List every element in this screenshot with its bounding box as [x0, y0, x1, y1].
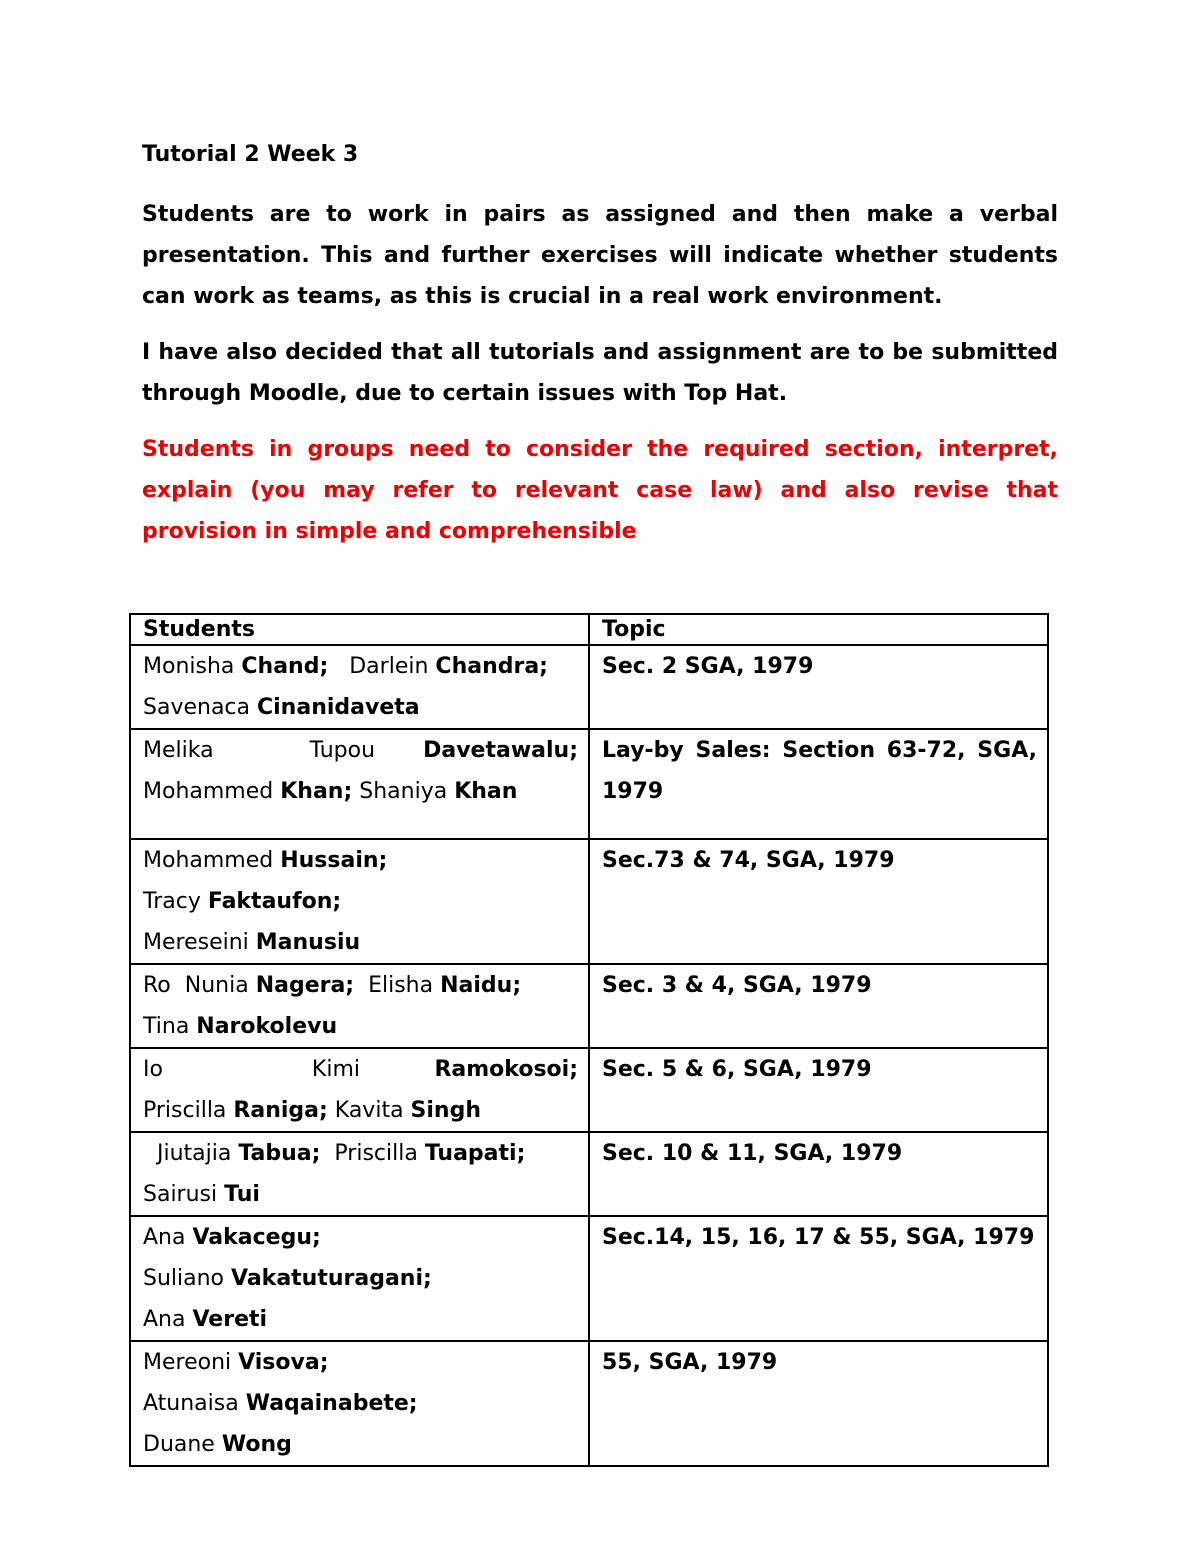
student-family-name: Khan; [280, 779, 353, 804]
instructions-paragraph-2: I have also decided that all tutorials and assignment are to be submitted through Moodle, due to certain issues with Top Hat. [142, 340, 1058, 406]
topic-cell: Sec. 3 & 4, SGA, 1979 [589, 964, 1048, 1048]
student-family-name: Faktaufon; [207, 889, 342, 914]
students-column-header: Students [130, 614, 589, 645]
student-given-name: Atunaisa [143, 1391, 246, 1416]
table-body [130, 645, 1048, 1466]
student-family-name: Wong [221, 1432, 292, 1457]
table-row [130, 1132, 1048, 1216]
topic-cell: 55, SGA, 1979 [589, 1341, 1048, 1466]
table-row [130, 964, 1048, 1048]
student-family-name: Tabua; [238, 1141, 321, 1166]
student-family-name: Nagera; [255, 973, 355, 998]
table-row [130, 1048, 1048, 1132]
student-line [143, 1299, 578, 1340]
instructions-paragraph-1: Students are to work in pairs as assigned and then make a verbal presentation. This and further exercises will indicate whether students can work as teams, as this is crucial in a real work environment. [142, 202, 1058, 309]
student-family-name: Davetawalu; [423, 738, 578, 763]
student-given-name: Mohammed [143, 848, 281, 873]
student-line [143, 1174, 578, 1215]
student-given-name: Ro Nunia [143, 973, 256, 998]
students-cell [130, 645, 589, 729]
document-heading: Tutorial 2 Week 3 [142, 142, 359, 167]
student-line [143, 646, 578, 687]
student-line [143, 1006, 578, 1047]
student-given-name: Kimi [311, 1057, 435, 1082]
student-given-name: Kavita [327, 1098, 411, 1123]
students-cell [130, 1341, 589, 1466]
table-header-row [130, 614, 1048, 645]
document-body [142, 138, 1058, 567]
student-given-name: Mereoni [143, 1350, 239, 1375]
student-line [143, 1383, 578, 1424]
student-family-name: Chand; [241, 654, 329, 679]
student-family-name: Khan [454, 779, 518, 804]
student-given-name: Mohammed [143, 779, 281, 804]
student-family-name: Narokolevu [196, 1014, 338, 1039]
topic-cell: Sec. 10 & 11, SGA, 1979 [589, 1132, 1048, 1216]
student-family-name: Cinanidaveta [257, 695, 420, 720]
student-given-name: Tracy [143, 889, 208, 914]
student-family-name: Ramokosoi; [434, 1057, 578, 1082]
red-instructions-paragraph: Students in groups need to consider the required section, interpret, explain (you may refer to relevant case law) and also revise that provision in simple and comprehensible [142, 437, 1058, 544]
student-family-name: Singh [410, 1098, 482, 1123]
student-line [143, 1217, 578, 1258]
student-given-name: Elisha [354, 973, 441, 998]
student-given-name: Shaniya [352, 779, 455, 804]
student-line [143, 840, 578, 881]
student-line [143, 771, 578, 812]
student-given-name: Ana [143, 1225, 193, 1250]
table-row [130, 645, 1048, 729]
student-line [143, 1424, 578, 1465]
topic-cell: Sec. 5 & 6, SGA, 1979 [589, 1048, 1048, 1132]
table-row [130, 839, 1048, 964]
student-line [143, 730, 578, 771]
student-family-name: Chandra; [435, 654, 548, 679]
topic-column-header: Topic [589, 614, 1048, 645]
student-given-name: Priscilla [320, 1141, 425, 1166]
student-family-name: Tui [224, 1182, 260, 1207]
student-line [143, 965, 578, 1006]
students-cell [130, 1132, 589, 1216]
student-line [143, 1133, 578, 1174]
student-given-name: Monisha [143, 654, 242, 679]
topic-cell: Lay-by Sales: Section 63-72, SGA, 1979 [589, 729, 1048, 839]
student-given-name: Duane [143, 1432, 222, 1457]
student-family-name: Hussain; [280, 848, 388, 873]
students-cell [130, 964, 589, 1048]
students-cell [130, 1216, 589, 1341]
student-given-name: Melika [143, 738, 262, 763]
student-family-name: Visova; [238, 1350, 329, 1375]
student-family-name: Manusiu [255, 930, 361, 955]
student-line [143, 1342, 578, 1383]
students-cell [130, 1048, 589, 1132]
student-family-name: Vereti [192, 1307, 268, 1332]
student-line [143, 922, 578, 963]
topic-cell: Sec.14, 15, 16, 17 & 55, SGA, 1979 [589, 1216, 1048, 1341]
assignment-table [129, 613, 1049, 1467]
student-line [143, 1049, 578, 1090]
students-cell [130, 839, 589, 964]
student-given-name: Darlein [328, 654, 436, 679]
student-given-name: Ana [143, 1307, 193, 1332]
student-line [143, 881, 578, 922]
student-given-name: Priscilla [143, 1098, 234, 1123]
table-row [130, 1341, 1048, 1466]
student-given-name: Savenaca [143, 695, 257, 720]
student-family-name: Vakatuturagani; [231, 1266, 432, 1291]
students-cell [130, 729, 589, 839]
student-given-name: Tina [143, 1014, 197, 1039]
student-given-name: Jiutajia [143, 1141, 239, 1166]
student-line [143, 1090, 578, 1131]
table-row [130, 1216, 1048, 1341]
topic-cell: Sec. 2 SGA, 1979 [589, 645, 1048, 729]
student-family-name: Vakacegu; [192, 1225, 321, 1250]
table-row [130, 729, 1048, 839]
student-given-name: Mereseini [143, 930, 256, 955]
student-family-name: Tuapati; [424, 1141, 526, 1166]
student-family-name: Raniga; [233, 1098, 328, 1123]
student-given-name: Sairusi [143, 1182, 225, 1207]
student-family-name: Naidu; [440, 973, 522, 998]
topic-cell: Sec.73 & 74, SGA, 1979 [589, 839, 1048, 964]
assignment-table-wrapper [129, 613, 1047, 1467]
student-given-name: Suliano [143, 1266, 232, 1291]
student-line [143, 687, 578, 728]
student-line [143, 1258, 578, 1299]
student-given-name: Tupou [309, 738, 424, 763]
student-given-name: Io [143, 1057, 238, 1082]
student-family-name: Waqainabete; [245, 1391, 418, 1416]
